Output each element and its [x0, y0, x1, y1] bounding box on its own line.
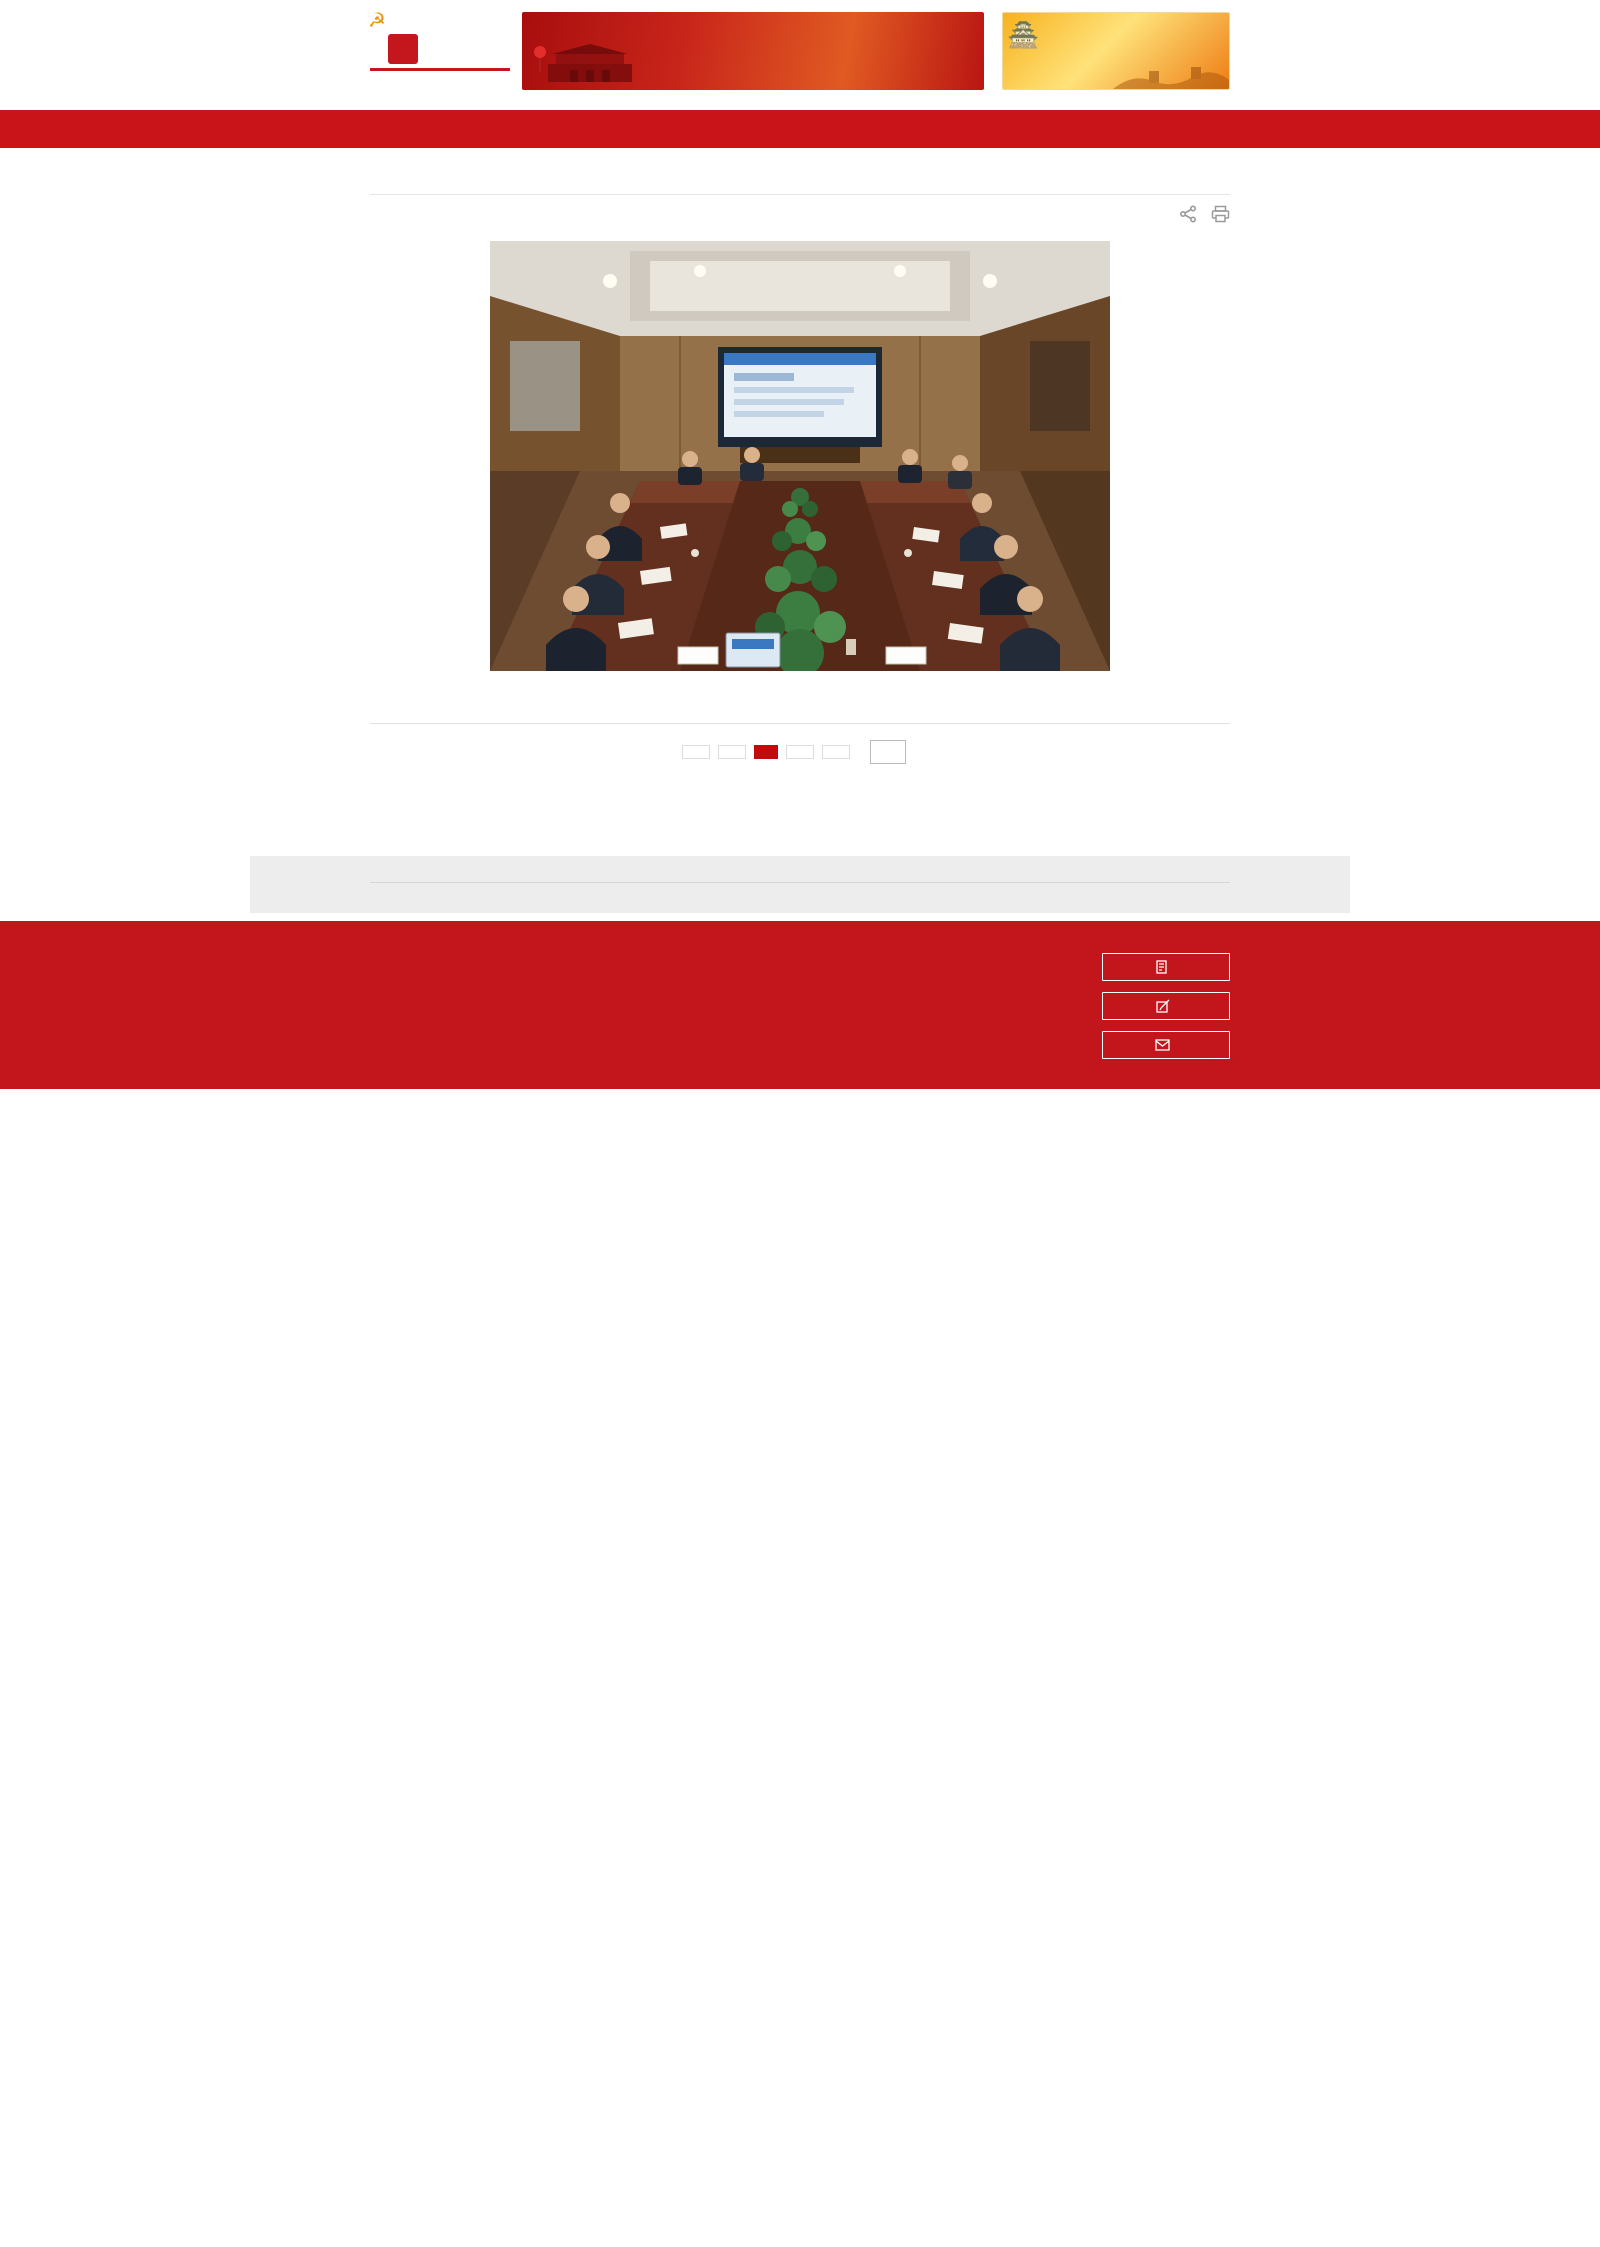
pencil-icon	[1156, 999, 1170, 1013]
friend-links-section	[250, 856, 1350, 913]
main-navigation	[0, 110, 1600, 148]
first-page-button[interactable]	[682, 745, 710, 759]
current-page-button[interactable]	[754, 745, 778, 759]
site-footer	[0, 921, 1600, 1089]
logo-brand-box	[388, 34, 418, 64]
blessing-column	[608, 951, 804, 1059]
pagination	[370, 740, 1230, 764]
next-page-button[interactable]	[786, 745, 814, 759]
tiananmen-illustration	[530, 38, 650, 84]
last-page-button[interactable]	[822, 745, 850, 759]
print-icon[interactable]	[1211, 205, 1230, 223]
logo-underline	[370, 68, 510, 71]
article-main	[370, 194, 1230, 764]
xi-speech-database-banner[interactable]	[1002, 12, 1230, 90]
name-card-left	[678, 647, 718, 664]
share-icon[interactable]	[1179, 205, 1197, 223]
article-photo	[490, 241, 1110, 671]
goto-page-input[interactable]	[870, 740, 906, 764]
article-meta-bar	[370, 194, 1230, 223]
conference-room-illustration	[490, 241, 1110, 671]
subscribe-online-button[interactable]	[1102, 953, 1230, 981]
prev-page-button[interactable]	[718, 745, 746, 759]
site-header	[0, 0, 1600, 98]
breadcrumb	[370, 148, 1230, 168]
article-meta	[370, 207, 374, 222]
article-divider	[370, 723, 1230, 724]
submit-online-button[interactable]	[1102, 992, 1230, 1020]
magazine-intro-column	[370, 951, 566, 1059]
article-body	[370, 241, 1230, 671]
name-card-right	[886, 647, 926, 664]
pillar-icon: 🏯	[1007, 19, 1040, 49]
email-button[interactable]	[1102, 1031, 1230, 1059]
envelope-icon	[1155, 1039, 1170, 1051]
great-wall-illustration	[1113, 59, 1230, 90]
document-icon	[1156, 960, 1169, 974]
party-emblem-icon: ☭	[368, 10, 386, 32]
core-values-banner[interactable]	[522, 12, 984, 90]
site-logo[interactable]	[370, 12, 522, 98]
